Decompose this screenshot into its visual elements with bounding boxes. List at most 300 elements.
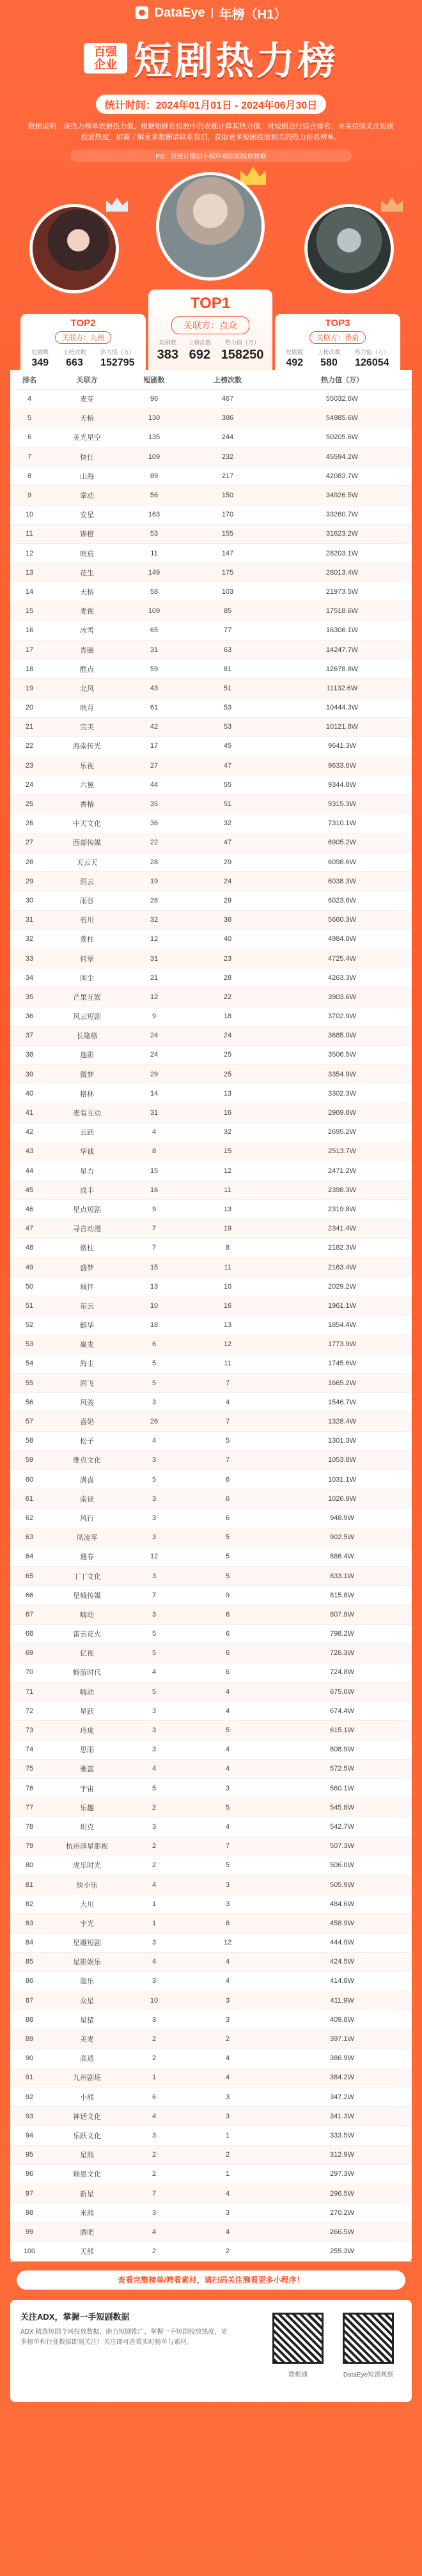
cell-heat: 507.3W: [272, 1836, 412, 1856]
table-row: [10, 775, 412, 795]
cell-rank: 38: [10, 1045, 49, 1064]
cell-tests: 3: [183, 2088, 272, 2107]
table-row: [10, 1489, 412, 1509]
cell-tests: 3: [183, 1875, 272, 1894]
cell-company: 盛梦: [49, 1257, 125, 1276]
cell-heat: 54985.6W: [272, 408, 412, 428]
cell-tests: 217: [183, 467, 272, 486]
cell-rank: 55: [10, 1374, 49, 1393]
table-row: [10, 717, 412, 736]
cell-rank: 11: [10, 524, 49, 543]
cell-heat: 414.8W: [272, 1971, 412, 1990]
table-row: [10, 1971, 412, 1990]
cell-rank: 14: [10, 582, 49, 601]
cell-tests: 1: [183, 2126, 272, 2145]
cell-count: 3: [125, 1740, 183, 1759]
cell-company: 映宸: [49, 544, 125, 563]
cell-rank: 100: [10, 2242, 49, 2261]
cell-count: 11: [125, 544, 183, 563]
cell-count: 2: [125, 1856, 183, 1875]
cell-tests: 386: [183, 408, 272, 428]
cell-heat: 7310.1W: [272, 814, 412, 833]
cell-heat: 4984.8W: [272, 929, 412, 949]
cell-count: 3: [125, 1393, 183, 1412]
qr-code-icon[interactable]: [272, 2313, 324, 2364]
cell-heat: 11132.6W: [272, 679, 412, 698]
cell-tests: 51: [183, 795, 272, 814]
cell-count: 2: [125, 1798, 183, 1817]
cell-heat: 411.9W: [272, 1991, 412, 2010]
table-row: [10, 1566, 412, 1585]
table-row: [10, 1084, 412, 1103]
cell-rank: 86: [10, 1971, 49, 1990]
title-badge-line1: 百强: [94, 45, 117, 58]
cell-count: 89: [125, 467, 183, 486]
cell-rank: 51: [10, 1296, 49, 1315]
cell-tests: 6: [183, 1643, 272, 1663]
table-row: [10, 524, 412, 543]
brand-bar: [10, 0, 412, 26]
cell-rank: 60: [10, 1470, 49, 1489]
cell-count: 2: [125, 2145, 183, 2164]
cell-heat: 9633.6W: [272, 756, 412, 775]
cell-count: 17: [125, 736, 183, 756]
cell-heat: 3354.9W: [272, 1065, 412, 1084]
cell-count: 2: [125, 1836, 183, 1856]
cell-rank: 97: [10, 2184, 49, 2203]
cell-count: 16: [125, 1181, 183, 1200]
cell-tests: 12: [183, 1161, 272, 1181]
header-rank: 排名: [10, 370, 49, 389]
cell-company: 香椿: [49, 795, 125, 814]
top2-count-label: 短剧数: [31, 349, 49, 355]
cell-company: 松子: [49, 1431, 125, 1450]
cell-heat: 397.1W: [272, 2029, 412, 2049]
cell-count: 109: [125, 447, 183, 467]
cell-rank: 84: [10, 1933, 49, 1952]
cell-count: 4: [125, 1122, 183, 1142]
cell-rank: 98: [10, 2203, 49, 2223]
top3-count-label: 短剧数: [286, 349, 304, 355]
cell-heat: 815.8W: [272, 1586, 412, 1605]
cell-count: 3: [125, 1817, 183, 1836]
table-row: [10, 389, 412, 408]
cell-rank: 37: [10, 1026, 49, 1045]
cell-heat: 675.0W: [272, 1682, 412, 1702]
table-row: [10, 2203, 412, 2223]
cell-heat: 45594.2W: [272, 447, 412, 467]
cell-rank: 62: [10, 1509, 49, 1528]
cell-rank: 33: [10, 949, 49, 968]
cell-tests: 175: [183, 563, 272, 582]
cell-heat: 674.4W: [272, 1702, 412, 1721]
table-row: [10, 1952, 412, 1971]
table-row: [10, 698, 412, 717]
cell-rank: 59: [10, 1450, 49, 1470]
cell-tests: 12: [183, 1933, 272, 1952]
cell-tests: 8: [183, 1238, 272, 1257]
cell-rank: 78: [10, 1817, 49, 1836]
cell-heat: 6905.2W: [272, 833, 412, 852]
cell-company: 南谈: [49, 1489, 125, 1509]
cell-tests: 85: [183, 601, 272, 621]
cell-tests: 47: [183, 833, 272, 852]
cell-heat: 506.0W: [272, 1856, 412, 1875]
cell-count: 3: [125, 2203, 183, 2223]
cell-heat: 1854.4W: [272, 1315, 412, 1335]
cell-heat: 444.9W: [272, 1933, 412, 1952]
cell-count: 1: [125, 1895, 183, 1914]
top2-poster: [29, 204, 119, 293]
cell-rank: 17: [10, 640, 49, 659]
table-row: [10, 1914, 412, 1933]
table-row: [10, 428, 412, 447]
cell-count: 3: [125, 1702, 183, 1721]
cell-heat: 3506.5W: [272, 1045, 412, 1064]
table-row: [10, 2088, 412, 2107]
cell-heat: 9344.8W: [272, 775, 412, 795]
cell-heat: 2513.7W: [272, 1142, 412, 1161]
cell-rank: 26: [10, 814, 49, 833]
cell-rank: 53: [10, 1335, 49, 1354]
table-row: [10, 1065, 412, 1084]
cell-heat: 9315.3W: [272, 795, 412, 814]
cell-company: 玲珑: [49, 1721, 125, 1740]
table-row: [10, 1740, 412, 1759]
table-header-row: [10, 370, 412, 389]
cell-count: 12: [125, 929, 183, 949]
cell-tests: 6: [183, 1624, 272, 1643]
cell-rank: 70: [10, 1663, 49, 1682]
table-row: [10, 2126, 412, 2145]
cell-heat: 21973.5W: [272, 582, 412, 601]
top1-card: [148, 290, 272, 370]
table-row: [10, 467, 412, 486]
brand-subtitle: 年榜（H1）: [219, 7, 287, 22]
cell-rank: 41: [10, 1103, 49, 1122]
top3-tests: 580: [320, 357, 338, 368]
cell-heat: 6098.6W: [272, 853, 412, 872]
cell-count: 5: [125, 1624, 183, 1643]
title-row: [10, 31, 412, 86]
cell-heat: 17518.6W: [272, 601, 412, 621]
top1-rank: TOP1: [190, 295, 231, 312]
page-title: 短剧热力榜: [134, 40, 338, 82]
cell-heat: 255.3W: [272, 2242, 412, 2261]
cell-rank: 7: [10, 447, 49, 467]
cell-rank: 75: [10, 1759, 49, 1778]
table-row: [10, 1431, 412, 1450]
table-row: [10, 833, 412, 852]
cell-rank: 27: [10, 833, 49, 852]
table-row: [10, 736, 412, 756]
cell-count: 3: [125, 2126, 183, 2145]
cell-company: 虎乐时光: [49, 1856, 125, 1875]
cell-heat: 16306.1W: [272, 621, 412, 640]
cell-rank: 5: [10, 408, 49, 428]
cell-company: 嗨动: [49, 1682, 125, 1702]
cell-count: 5: [125, 1354, 183, 1373]
cell-tests: 5: [183, 1721, 272, 1740]
table-row: [10, 1643, 412, 1663]
cell-company: 亿视: [49, 1643, 125, 1663]
table-row: [10, 582, 412, 601]
cell-company: 东云: [49, 1296, 125, 1315]
cell-tests: 77: [183, 621, 272, 640]
stat-period: 统计时间：2024年01月01日 - 2024年06月30日: [96, 95, 326, 114]
cell-tests: 4: [183, 1682, 272, 1702]
cell-tests: 4: [183, 1702, 272, 1721]
description: 数据说明：该热力榜单依据热力值，根据短剧在投放中的表现计算其热力值，对短剧进行综合排名；未来持续关注短剧投放热度，如需了解更多数据请联系我们，获取更多短剧投放相关的热力排名榜单。: [28, 123, 394, 141]
cell-company: 思雨: [49, 1740, 125, 1759]
cell-tests: 16: [183, 1103, 272, 1122]
cell-count: 109: [125, 601, 183, 621]
footer-desc: ADX 精选短剧全网投放数据，助力短剧推广，掌握一手短剧投放热度，更多榜单和行业数据即刻关注！关注即可查看实时榜单与素材。: [20, 2328, 228, 2346]
table-row: [10, 1219, 412, 1238]
cell-heat: 2029.2W: [272, 1277, 412, 1296]
cell-heat: 42083.7W: [272, 467, 412, 486]
cell-tests: 53: [183, 717, 272, 736]
cell-rank: 83: [10, 1914, 49, 1933]
cell-heat: 886.4W: [272, 1547, 412, 1566]
cell-count: 96: [125, 389, 183, 408]
cell-rank: 72: [10, 1702, 49, 1721]
table-row: [10, 1103, 412, 1122]
cell-count: 5: [125, 1470, 183, 1489]
table-row: [10, 1605, 412, 1624]
cell-rank: 19: [10, 679, 49, 698]
top1-count-label: 短剧数: [159, 339, 176, 346]
cell-rank: 4: [10, 389, 49, 408]
top2-count: 349: [31, 357, 49, 368]
cell-rank: 66: [10, 1586, 49, 1605]
cell-rank: 99: [10, 2223, 49, 2242]
cell-count: 43: [125, 679, 183, 698]
cell-rank: 69: [10, 1643, 49, 1663]
cell-tests: 7: [183, 1836, 272, 1856]
cell-rank: 95: [10, 2145, 49, 2164]
cell-count: 10: [125, 1296, 183, 1315]
cell-company: 麦看互动: [49, 1103, 125, 1122]
cell-company: 丁丁文化: [49, 1566, 125, 1585]
gold-crown-icon: [240, 167, 266, 185]
table-row: [10, 1161, 412, 1181]
cell-company: 六翼: [49, 775, 125, 795]
cell-rank: 88: [10, 2010, 49, 2029]
cell-rank: 15: [10, 601, 49, 621]
table-row: [10, 2010, 412, 2029]
cell-company: 快小乐: [49, 1875, 125, 1894]
cell-heat: 12678.8W: [272, 660, 412, 679]
cell-rank: 23: [10, 756, 49, 775]
cell-count: 3: [125, 1489, 183, 1509]
cell-count: 2: [125, 2029, 183, 2049]
cell-tests: 25: [183, 1045, 272, 1064]
cell-heat: 424.5W: [272, 1952, 412, 1971]
cell-heat: 1961.1W: [272, 1296, 412, 1315]
qr2-label: DataEye短剧观察: [343, 2371, 394, 2378]
table-row: [10, 2242, 412, 2261]
cell-rank: 74: [10, 1740, 49, 1759]
cell-tests: 4: [183, 1393, 272, 1412]
cell-heat: 1328.4W: [272, 1412, 412, 1431]
cell-tests: 4: [183, 1971, 272, 1990]
cell-count: 3: [125, 1566, 183, 1585]
cell-heat: 50205.6W: [272, 428, 412, 447]
cell-company: 星雕短剧: [49, 1933, 125, 1952]
cell-company: 围尘: [49, 968, 125, 988]
cell-tests: 29: [183, 853, 272, 872]
cell-company: 麦视: [49, 601, 125, 621]
cell-heat: 312.9W: [272, 2145, 412, 2164]
table-row: [10, 795, 412, 814]
table-row: [10, 1817, 412, 1836]
scan-banner[interactable]: 查看完整榜单/筛看素材，请扫码关注测看更多小程序！: [17, 2270, 405, 2290]
cell-count: 22: [125, 833, 183, 852]
cell-company: 高通: [49, 2049, 125, 2068]
table-row: [10, 2029, 412, 2049]
cell-company: 星猪: [49, 2010, 125, 2029]
cell-company: 华诚: [49, 1142, 125, 1161]
cell-tests: 3: [183, 1895, 272, 1914]
cell-rank: 94: [10, 2126, 49, 2145]
table-row: [10, 1026, 412, 1045]
cell-rank: 80: [10, 1856, 49, 1875]
cell-company: 超乐: [49, 1971, 125, 1990]
cell-count: 27: [125, 756, 183, 775]
cell-tests: 5: [183, 1856, 272, 1875]
cell-tests: 4: [183, 2223, 272, 2242]
cell-tests: 13: [183, 1315, 272, 1335]
brand-divider: [212, 8, 213, 18]
cell-count: 5: [125, 1643, 183, 1663]
cell-tests: 170: [183, 505, 272, 524]
cell-tests: 4: [183, 1740, 272, 1759]
cell-heat: 2182.3W: [272, 1238, 412, 1257]
top3-heat-label: 热力值（万）: [354, 349, 389, 355]
table-row: [10, 1856, 412, 1875]
cell-rank: 57: [10, 1412, 49, 1431]
cell-heat: 296.5W: [272, 2184, 412, 2203]
cell-tests: 12: [183, 1335, 272, 1354]
cell-count: 53: [125, 524, 183, 543]
cell-heat: 560.1W: [272, 1779, 412, 1798]
cell-tests: 6: [183, 1663, 272, 1682]
top1-tests: 692: [189, 348, 210, 362]
cell-count: 3: [125, 1721, 183, 1740]
table-row: [10, 544, 412, 563]
table-row: [10, 1759, 412, 1778]
cell-count: 24: [125, 1045, 183, 1064]
cell-count: 7: [125, 1238, 183, 1257]
cell-tests: 244: [183, 428, 272, 447]
cell-count: 3: [125, 1971, 183, 1990]
cell-rank: 34: [10, 968, 49, 988]
cell-count: 5: [125, 1374, 183, 1393]
cell-company: 乐趣: [49, 1798, 125, 1817]
cell-tests: 4: [183, 2049, 272, 2068]
cell-count: 3: [125, 1509, 183, 1528]
cell-tests: 5: [183, 1431, 272, 1450]
cell-count: 65: [125, 621, 183, 640]
cell-count: 1: [125, 2068, 183, 2087]
cell-rank: 43: [10, 1142, 49, 1161]
table-row: [10, 408, 412, 428]
dataeye-logo-icon: [136, 6, 148, 19]
cell-heat: 3685.0W: [272, 1026, 412, 1045]
cell-heat: 2398.3W: [272, 1181, 412, 1200]
table-row: [10, 1991, 412, 2010]
cell-rank: 52: [10, 1315, 49, 1335]
cell-company: 城伴: [49, 1277, 125, 1296]
cell-tests: 4: [183, 1952, 272, 1971]
cell-tests: 7: [183, 1374, 272, 1393]
qr-code-icon[interactable]: [343, 2313, 394, 2364]
cell-tests: 2: [183, 2145, 272, 2164]
description-note: PS：仅统计微信小程序端短剧投放数据: [70, 150, 352, 162]
cell-tests: 36: [183, 910, 272, 929]
cell-heat: 386.9W: [272, 2049, 412, 2068]
cell-company: 美麦: [49, 2029, 125, 2049]
cell-heat: 3903.6W: [272, 988, 412, 1007]
cell-company: 维克文化: [49, 1450, 125, 1470]
cell-count: 13: [125, 1277, 183, 1296]
cell-tests: 3: [183, 1991, 272, 2010]
header-heat: 热力值（万）: [272, 370, 412, 389]
cell-company: 赢麦: [49, 1335, 125, 1354]
cell-count: 35: [125, 795, 183, 814]
cell-count: 4: [125, 1952, 183, 1971]
table-row: [10, 1296, 412, 1315]
cell-heat: 31623.2W: [272, 524, 412, 543]
cell-heat: 409.8W: [272, 2010, 412, 2029]
table-row: [10, 1875, 412, 1894]
cell-company: 云跃: [49, 1122, 125, 1142]
cell-rank: 89: [10, 2029, 49, 2049]
cell-count: 28: [125, 853, 183, 872]
cell-tests: 40: [183, 929, 272, 949]
cell-rank: 42: [10, 1122, 49, 1142]
cell-count: 2: [125, 2049, 183, 2068]
top3-card: [275, 314, 400, 370]
cell-rank: 12: [10, 544, 49, 563]
cell-heat: 948.9W: [272, 1509, 412, 1528]
cell-count: 10: [125, 1991, 183, 2010]
cell-count: 5: [125, 1682, 183, 1702]
cell-company: 北风: [49, 679, 125, 698]
cell-company: 杭州泽星影视: [49, 1836, 125, 1856]
cell-heat: 2471.2W: [272, 1161, 412, 1181]
table-row: [10, 1238, 412, 1257]
cell-count: 3: [125, 1528, 183, 1547]
cell-tests: 2: [183, 2242, 272, 2261]
cell-company: 天熊: [49, 2242, 125, 2261]
cell-heat: 608.9W: [272, 1740, 412, 1759]
cell-count: 14: [125, 1084, 183, 1103]
cell-company: 掌动: [49, 486, 125, 505]
cell-rank: 82: [10, 1895, 49, 1914]
cell-count: 4: [125, 2107, 183, 2126]
cell-rank: 61: [10, 1489, 49, 1509]
cell-count: 4: [125, 2223, 183, 2242]
cell-tests: 22: [183, 988, 272, 1007]
cell-company: 雅蕊: [49, 1759, 125, 1778]
cell-company: 菱柱: [49, 929, 125, 949]
cell-company: 宇光: [49, 1914, 125, 1933]
table-row: [10, 2068, 412, 2087]
bronze-crown-icon: [381, 198, 403, 212]
cell-rank: 77: [10, 1798, 49, 1817]
